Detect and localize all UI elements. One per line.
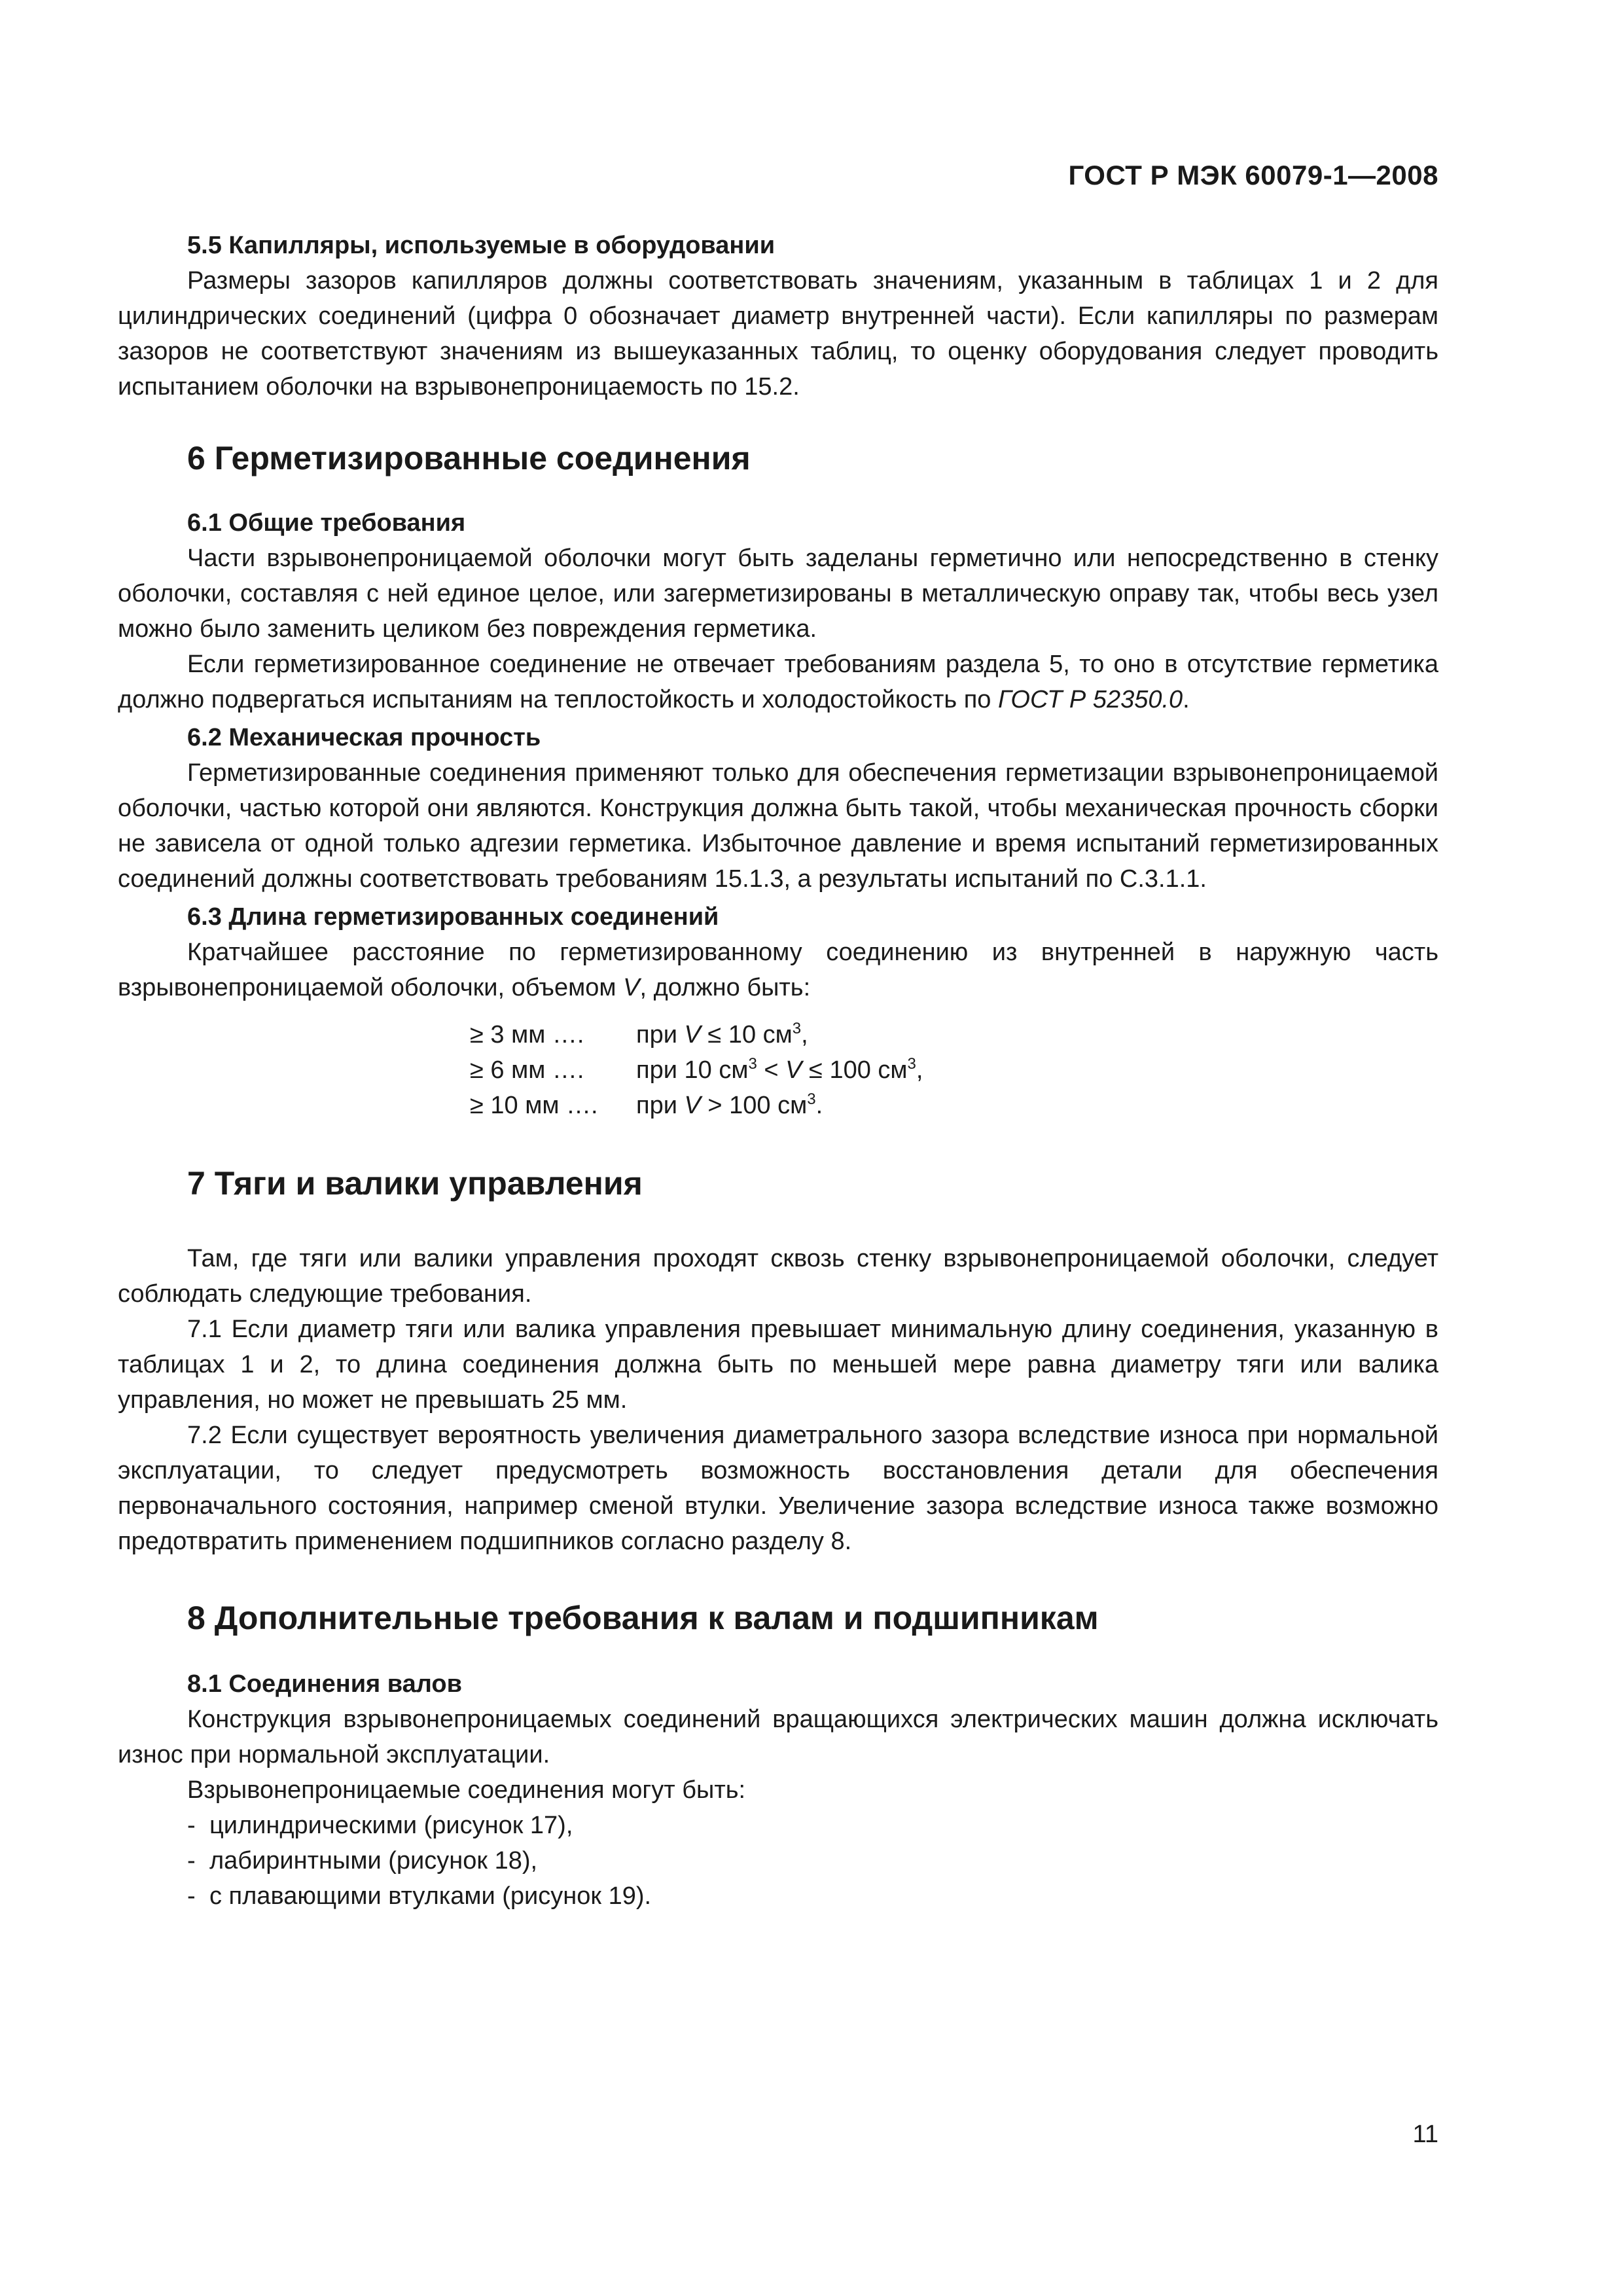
subsection-title-6-2: 6.2 Механическая прочность bbox=[187, 724, 541, 751]
paragraph-6-3 bbox=[118, 935, 1438, 1005]
paragraph-8-1-list-intro: Взрывонепроницаемые соединения могут быть: bbox=[187, 1776, 746, 1804]
list-item: - цилиндрическими (рисунок 17), bbox=[187, 1812, 573, 1839]
section-title-6: 6 Герметизированные соединения bbox=[187, 440, 751, 476]
section-title-8: 8 Дополнительные требования к валам и подшипникам bbox=[187, 1600, 1099, 1636]
subsection-title-8-1: 8.1 Соединения валов bbox=[187, 1670, 462, 1698]
document-id: ГОСТ Р МЭК 60079-1—2008 bbox=[1068, 160, 1438, 190]
paragraph-7-2: 7.2 Если существует вероятность увеличения диаметрального зазора вследствие износа при нормальной эксплуатации, то следует предусмотреть возможность восстановления детали для обеспечения первоначального состояния, например сменой втулки. Увеличение зазора вследствие износа также возможно предотвратить применением подшипников согласно разделу 8. bbox=[118, 1422, 1438, 1555]
condition-volume: при V ≤ 10 $см^3$, bbox=[636, 1020, 808, 1049]
condition-volume: при V > 100 $см^3$. bbox=[636, 1090, 823, 1119]
section-title-7: 7 Тяги и валики управления bbox=[187, 1165, 643, 1202]
condition-length: ≥ 10 мм …. bbox=[470, 1092, 598, 1119]
subsection-title-5-5: 5.5 Капилляры, используемые в оборудовании bbox=[187, 232, 776, 259]
condition-row bbox=[470, 1088, 923, 1123]
standard-reference: ГОСТ Р 52350.0 bbox=[997, 686, 1183, 713]
paragraph-6-2: Герметизированные соединения применяют только для обеспечения герметизации взрывонепроницаемой оболочки, частью которой они являются. Конструкция должна быть такой, чтобы механическая прочность сборки не зависела от одной только адгезии герметика. Избыточное давление и время испытаний герметизированных соединений должны соответствовать требованиям 15.1.3, а результаты испытаний по С.3.1.1. bbox=[118, 759, 1438, 893]
condition-row bbox=[470, 1017, 923, 1052]
list-item: - с плавающими втулками (рисунок 19). bbox=[187, 1882, 652, 1910]
paragraph-6-1-1: Части взрывонепроницаемой оболочки могут быть заделаны герметично или непосредственно в стенку оболочки, составляя с ней единое целое, или загерметизированы в металлическую оправу так, чтобы весь узел можно было заменить целиком без повреждения герметика. bbox=[118, 545, 1438, 643]
condition-length: ≥ 6 мм …. bbox=[470, 1056, 584, 1084]
condition-length: ≥ 3 мм …. bbox=[470, 1021, 584, 1049]
joint-types-list bbox=[118, 1808, 1438, 1914]
condition-volume: при 10 $см^3 < V \le 100$ $см^3$, bbox=[636, 1055, 923, 1084]
paragraph-text: Кратчайшее расстояние по герметизированному соединению из внутренней в наружную часть взрывонепроницаемой оболочки, объемом bbox=[118, 939, 1438, 1001]
page-number: 11 bbox=[1412, 2121, 1438, 2148]
variable-v: V bbox=[623, 974, 640, 1001]
paragraph-text: Если герметизированное соединение не отвечает требованиям раздела 5, то оно в отсутствие герметика должно подвергаться испытаниям на теплостойкость и холодостойкость по bbox=[118, 651, 1438, 713]
subsection-title-6-1: 6.1 Общие требования bbox=[187, 509, 466, 537]
paragraph-7-1: 7.1 Если диаметр тяги или валика управления превышает минимальную длину соединения, указанную в таблицах 1 и 2, то длина соединения должна быть по меньшей мере равна диаметру тяги или валика управления, но может не превышать 25 мм. bbox=[118, 1316, 1438, 1414]
paragraph-6-1-2 bbox=[118, 647, 1438, 717]
condition-row bbox=[470, 1052, 923, 1088]
length-conditions-table bbox=[470, 1017, 923, 1123]
paragraph-8-1: Конструкция взрывонепроницаемых соединений вращающихся электрических машин должна исключать износ при нормальной эксплуатации. bbox=[118, 1706, 1438, 1768]
punctuation: . bbox=[1183, 686, 1190, 713]
page-content bbox=[118, 228, 1438, 1914]
list-item: - лабиринтными (рисунок 18), bbox=[187, 1847, 538, 1874]
paragraph-5-5: Размеры зазоров капилляров должны соответствовать значениям, указанным в таблицах 1 и 2 для цилиндрических соединений (цифра 0 обозначает диаметр внутренней части). Если капилляры по размерам зазоров не соответствуют значениям из вышеуказанных таблиц, то оценку оборудования следует проводить испытанием оболочки на взрывонепроницаемость по 15.2. bbox=[118, 267, 1438, 401]
paragraph-text: , должно быть: bbox=[639, 974, 811, 1001]
subsection-title-6-3: 6.3 Длина герметизированных соединений bbox=[187, 903, 719, 931]
paragraph-7-intro: Там, где тяги или валики управления проходят сквозь стенку взрывонепроницаемой оболочки, следует соблюдать следующие требования. bbox=[118, 1245, 1438, 1308]
